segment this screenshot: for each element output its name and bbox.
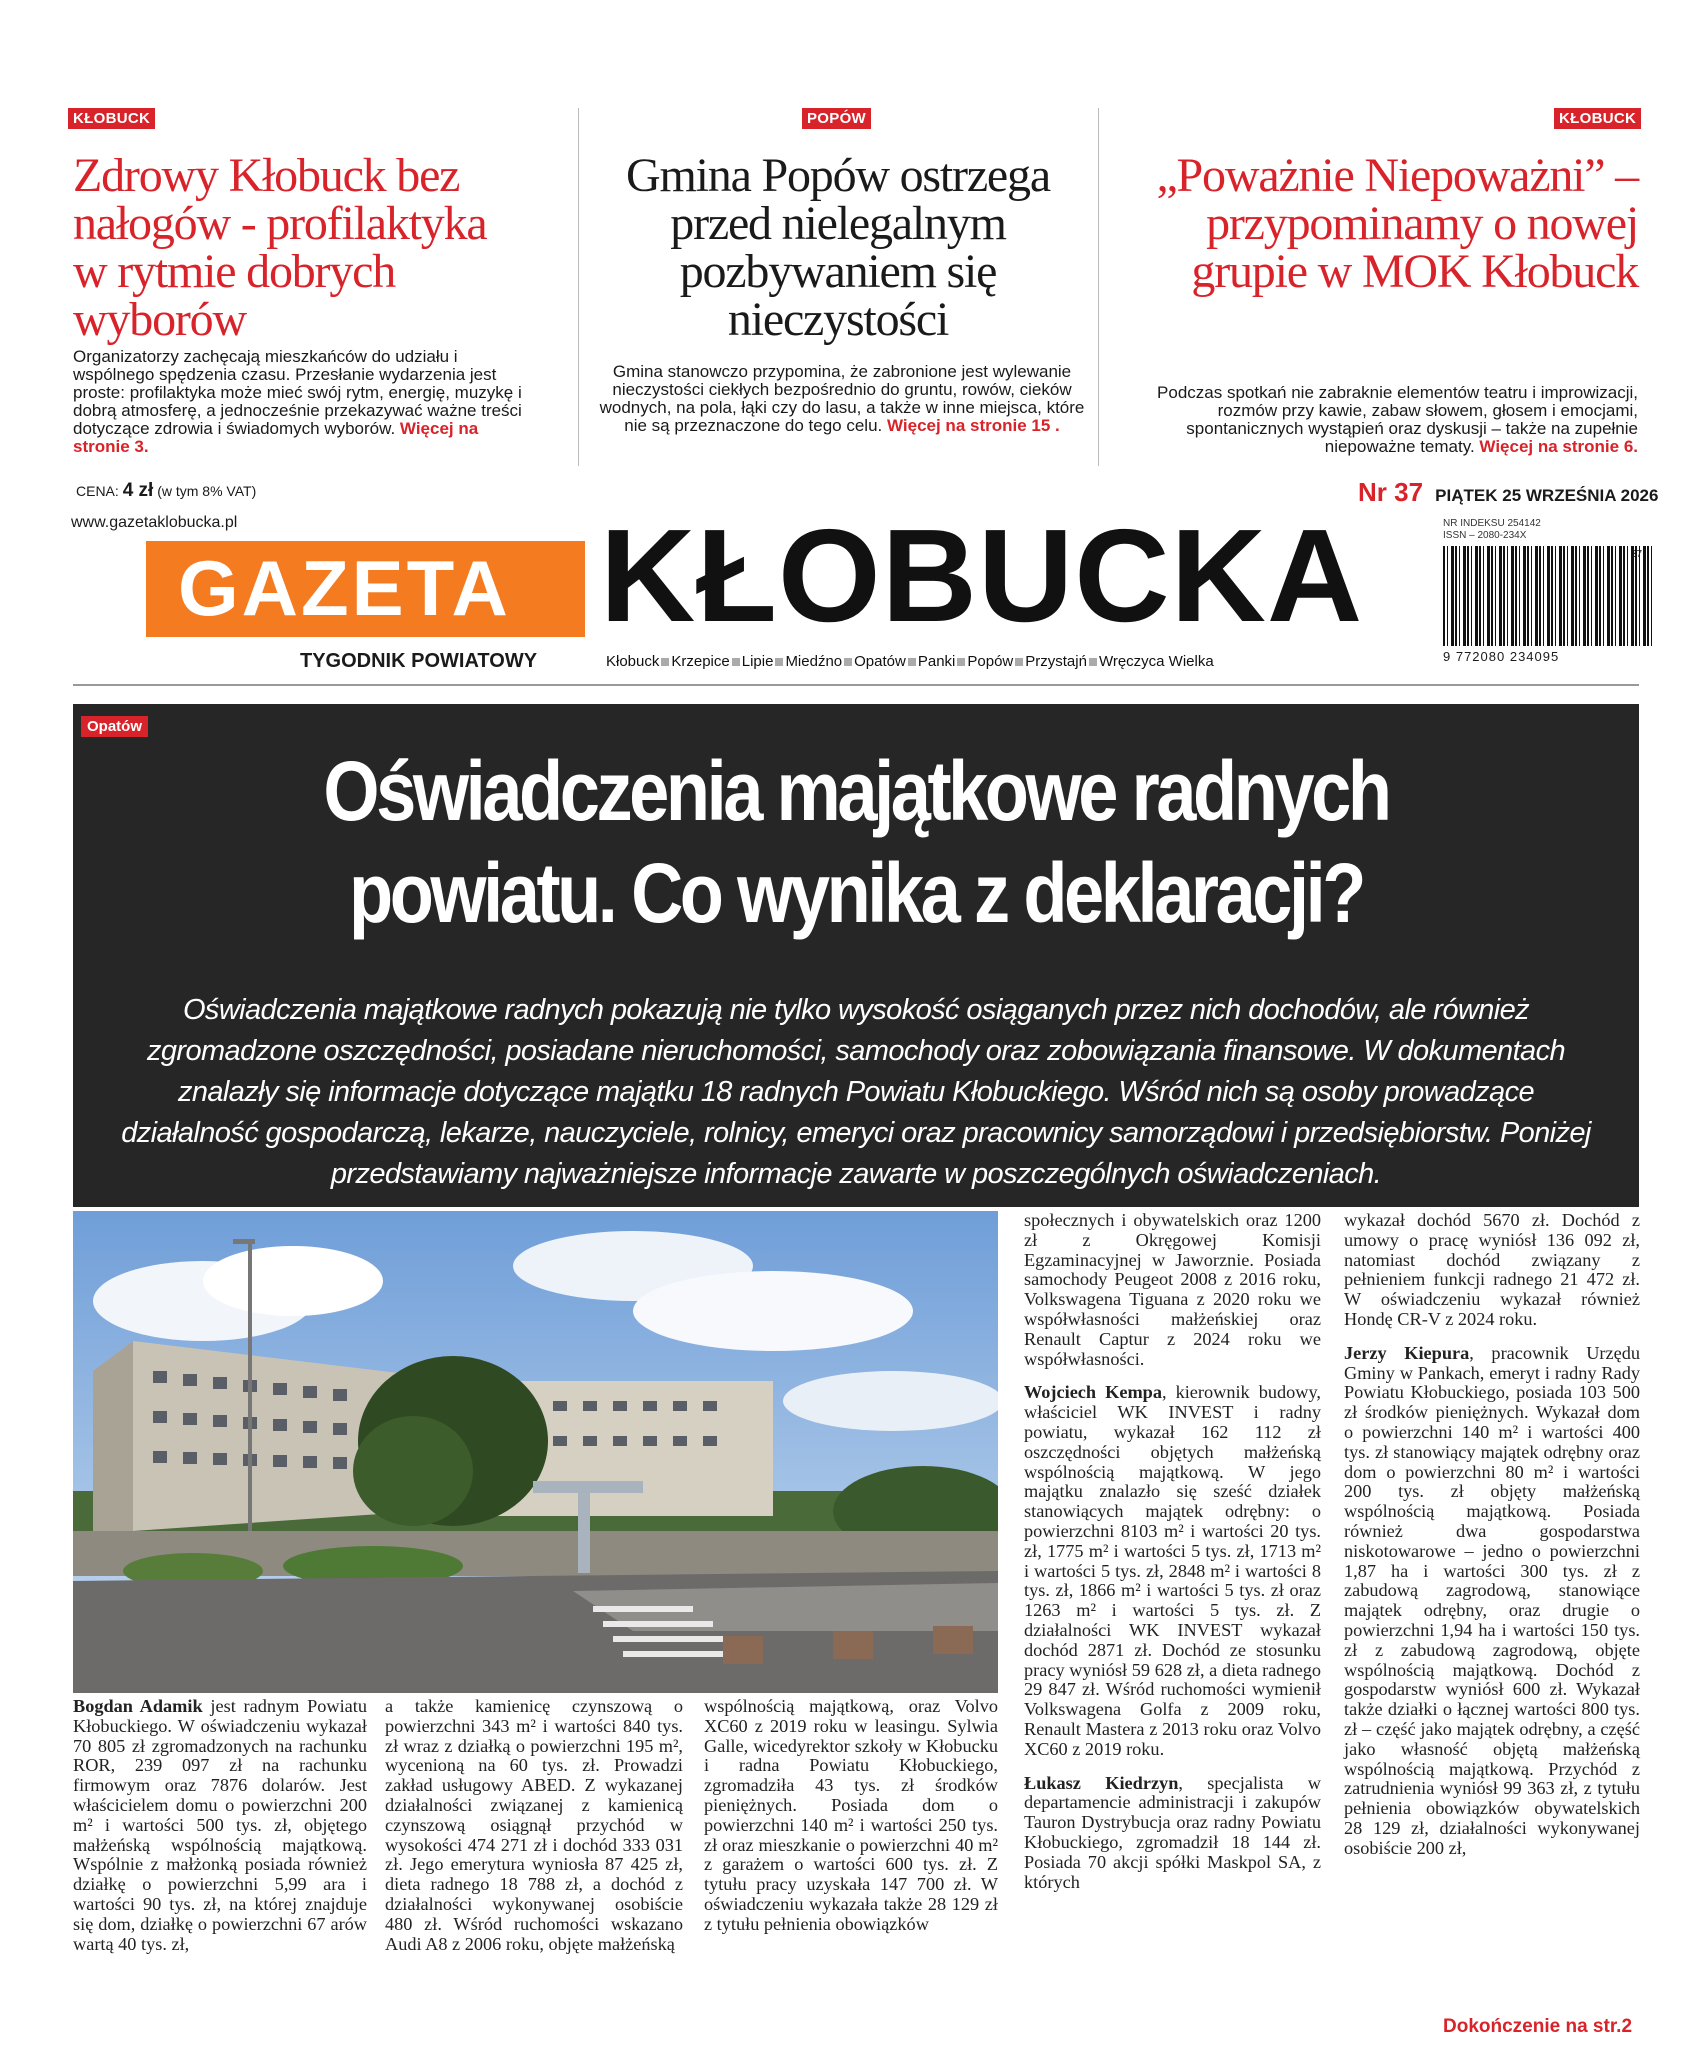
teaser-tag: KŁOBUCK xyxy=(1554,108,1641,129)
towns-list xyxy=(606,653,1214,670)
article-column-4: społecznych i obywatelskich oraz 1200 zł z Okręgowej Komisji Egzaminacyjnej w Jaworznie. Posiada samochody Peugeot 2008 z 2016 roku, Volkswagena Tiguana z 2020 roku we współwłasności małżeńskiej oraz Renault Captur z 2024 roku we współwłasności. Wojciech Kempa, kierownik budowy, właściciel WK INVEST i radny powiatu, wykazał 162 112 zł oszczędności objętych małżeńską wspólnością majątkową. W jego majątku znalazło się sześć działek stanowiących majątek odrębny: o powierzchni 8103 m² i wartości 20 tys. zł, 1775 m² i wartości 5 tys. zł, 1713 m² i wartości 5 tys. zł, 2848 m² i wartości 8 tys. zł, 1866 m² i wartości 5 tys. zł oraz 1263 m² i wartości 5 tys. zł. Z działalności WK INVEST wykazał dochód 2871 zł. Dochód ze stosunku pracy wyniósł 59 628 zł, a dieta radnego 29 847 zł. Wśród ruchomości wymienił Volkswagena Golfa z 2009 roku, Renault Mastera z 2013 roku oraz Volvo XC60 z 2019 roku. Łukasz Kiedrzyn, specjalista w departamencie administracji i zakupów Tauron Dystrybucja oraz radny Powiatu Kłobuckiego, zgromadził 18 144 zł. Posiada 70 akcji spółki Maskpol SA, z których xyxy=(1024,1210,1322,1892)
town-item[interactable]: Panki xyxy=(917,653,956,670)
building-photo xyxy=(73,1211,998,1693)
masthead-rule xyxy=(73,684,1639,686)
column-divider xyxy=(578,108,579,466)
person-name: Wojciech Kempa xyxy=(1024,1382,1162,1403)
issn-block: NR INDEKSU 254142 ISSN – 2080-234X xyxy=(1443,518,1541,541)
town-item[interactable]: Miedźno xyxy=(785,653,843,670)
article-column-2: a także kamienicę czynszową o powierzchni 343 m² i wartości 840 tys. zł wraz z działką o powierzchni 195 m², wycenioną na 60 tys. zł. Prowadzi zakład usługowy ABED. Z wykazanej działalności związanej z kamienicą czynszową osiągnął przychód w wysokości 474 271 zł i dochód 333 031 zł. Jego emerytura wyniosła 87 425 zł, dieta radnego 18 788 zł, a dochód z działalności wykonywanej osobiście 480 zł. Wśród ruchomości wskazano Audi A8 z 2006 roku, objęte małżeńską xyxy=(385,1696,683,1954)
issue-info xyxy=(1358,477,1658,508)
separator-square xyxy=(908,658,916,666)
person-name: Bogdan Adamik xyxy=(73,1696,203,1716)
article-column-3: wspólnością majątkową, oraz Volvo XC60 z 2019 roku w leasingu. Sylwia Galle, wicedyrektor szkoły w Kłobucku i radna Powiatu Kłobuckiego, zgromadziła 43 tys. zł środków pieniężnych. Posiada dom o powierzchni 140 m² i wartości 250 tys. zł oraz mieszkanie o powierzchni 40 m² z garażem o wartości 600 tys. zł. Z tytułu pracy uzyskała 147 700 zł. W oświadczeniu wykazała także 28 129 zł z tytułu pełnienia obowiązków xyxy=(704,1696,998,1934)
column-divider xyxy=(1098,108,1099,466)
separator-square xyxy=(844,658,852,666)
logo-title: KŁOBUCKA xyxy=(600,502,1364,649)
issue-number: Nr 37 xyxy=(1358,477,1424,507)
separator-square xyxy=(775,658,783,666)
teaser-headline[interactable]: „Poważnie Niepoważni” – przypominamy o nowej grupie w MOK Kłobuck xyxy=(1156,149,1638,298)
lead-standfirst: Oświadczenia majątkowe radnych pokazują nie tylko wysokość osiąganych przez nich dochodów, ale również zgromadzone oszczędności, posiadane nieruchomości, samochody oraz zobowiązania finansowe. W dokumentach znalazły się informacje dotyczące majątku 18 radnych Powiatu Kłobuckiego. Wśród nich są osoby prowadzące działalność gospodarczą, lekarze, nauczyciele, rolnicy, emeryci oraz pracownicy samorządowi i przedsiębiorstw. Poniżej przedstawiamy najważniejsze informacje zawarte w poszczególnych oświadczeniach. xyxy=(121,994,1591,1190)
town-item[interactable]: Krzepice xyxy=(671,653,730,670)
more-link[interactable]: Więcej na stronie 15 . xyxy=(887,416,1060,435)
teaser-tag: KŁOBUCK xyxy=(68,108,155,129)
masthead-subtitle: TYGODNIK POWIATOWY xyxy=(300,650,538,672)
town-item[interactable]: Przystajń xyxy=(1025,653,1087,670)
separator-square xyxy=(1015,658,1023,666)
town-item[interactable]: Opatów xyxy=(854,653,906,670)
website-link[interactable]: www.gazetaklobucka.pl xyxy=(71,514,238,531)
town-item[interactable]: Lipie xyxy=(741,653,774,670)
price-line: CENA: 4 zł (w tym 8% VAT) xyxy=(76,480,257,501)
person-name: Łukasz Kiedrzyn xyxy=(1024,1772,1179,1793)
issue-date: PIĄTEK 25 WRZEŚNIA 2026 xyxy=(1435,486,1659,505)
more-link[interactable]: Więcej na stronie 6. xyxy=(1479,437,1638,456)
teaser-tag: POPÓW xyxy=(802,108,871,129)
article-column-5: wykazał dochód 5670 zł. Dochód z umowy o pracę wyniósł 136 092 zł, natomiast dochód związany z pełnieniem funkcji radnego 21 472 zł. W oświadczeniu wykazał również Hondę CR-V z 2024 roku. Jerzy Kiepura, pracownik Urzędu Gminy w Pankach, emeryt i radny Rady Powiatu Kłobuckiego, posiada 103 500 zł środków pieniężnych. Wykazał dom o powierzchni 140 m² i wartości 400 tys. zł stanowiący majątek odrębny oraz dom o powierzchni 80 m² i wartości 200 tys. zł objęty małżeńską wspólnością majątkową. Posiada również dwa gospodarstwa niskotowarowe – jedno o powierzchni 1,87 ha i wartości 300 tys. zł z zabudową zagrodową, stanowiące majątek odrębny, oraz drugie o powierzchni 1,94 ha i wartości 150 tys. zł z zabudową zagrodową, objęte wspólnością majątkową. Dochód z gospodarstw wyniósł 600 zł. Wykazał także działki o łącznej wartości 800 tys. zł – część jako majątek odrębny, a część jako własność objętą małżeńską wspólnością majątkową. Przychód z zatrudnienia wyniósł 99 363 zł, z tytułu pełnienia obowiązków obywatelskich 28 129 zł, działalności wykonywanej osobiście 200 zł, xyxy=(1344,1210,1641,1858)
lead-tag: Opatów xyxy=(81,716,148,737)
teaser-body: Organizatorzy zachęcają mieszkańców do udziału i wspólnego spędzenia czasu. Przesłanie wydarzenia jest proste: profilaktyka może mieć swój rytm, energię, muzykę i dobrą atmosferę, a jednocześnie przekazywać ważne treści dotyczące zdrowia i świadomych wyborów. Więcej na stronie 3. xyxy=(73,347,522,456)
separator-square xyxy=(732,658,740,666)
separator-square xyxy=(1089,658,1097,666)
logo-gazeta: GAZETA xyxy=(178,544,511,632)
town-item[interactable]: Kłobuck xyxy=(606,653,660,670)
teaser-body: Podczas spotkań nie zabraknie elementów teatru i improwizacji, rozmów przy kawie, zabaw słowem, głosem i emocjami, spontanicznych wystąpień oraz dyskusji – także na zupełnie niepoważne tematy. Więcej na stronie 6. xyxy=(1157,383,1638,456)
separator-square xyxy=(957,658,965,666)
teaser-body: Gmina stanowczo przypomina, że zabronione jest wylewanie nieczystości ciekłych bezpośrednio do gruntu, rowów, cieków wodnych, na pola, łąki czy do lasu, a także w inne miejsca, które nie są przeznaczone do tego celu. Więcej na stronie 15 . xyxy=(599,362,1085,435)
more-link[interactable]: Więcej na stronie 3. xyxy=(73,419,479,456)
town-item[interactable]: Popów xyxy=(967,653,1014,670)
barcode xyxy=(1443,546,1653,646)
lead-headline[interactable]: Oświadczenia majątkowe radnych powiatu. Co wynika z deklaracji? xyxy=(323,744,1389,940)
barcode-number: 9 772080 234095 xyxy=(1443,649,1560,664)
continued-link[interactable]: Dokończenie na str.2 xyxy=(1443,2016,1633,2037)
article-column-1: Bogdan Adamik jest radnym Powiatu Kłobuckiego. W oświadczeniu wykazał 70 805 zł zgromadzonych na rachunku ROR, 239 097 zł na rachunku firmowym oraz 7876 dolarów. Jest właścicielem domu o powierzchni 200 m² i wartości 500 tys. zł, objętego małżeńską wspólnością majątkową. Wspólnie z małżonką posiada również działkę o powierzchni 5,99 ara i wartości 90 tys. zł, na której znajduje się dom, działkę o powierzchni 67 arów wartą 40 tys. zł, xyxy=(73,1696,367,1954)
barcode-suffix: 37 xyxy=(1631,549,1643,560)
separator-square xyxy=(661,658,669,666)
teaser-headline[interactable]: Zdrowy Kłobuck bez nałogów - profilaktyka w rytmie dobrych wyborów xyxy=(73,149,487,346)
town-item[interactable]: Wręczyca Wielka xyxy=(1098,653,1214,670)
teaser-headline[interactable]: Gmina Popów ostrzega przed nielegalnym pozbywaniem się nieczystości xyxy=(626,149,1050,346)
person-name: Jerzy Kiepura xyxy=(1344,1342,1470,1363)
